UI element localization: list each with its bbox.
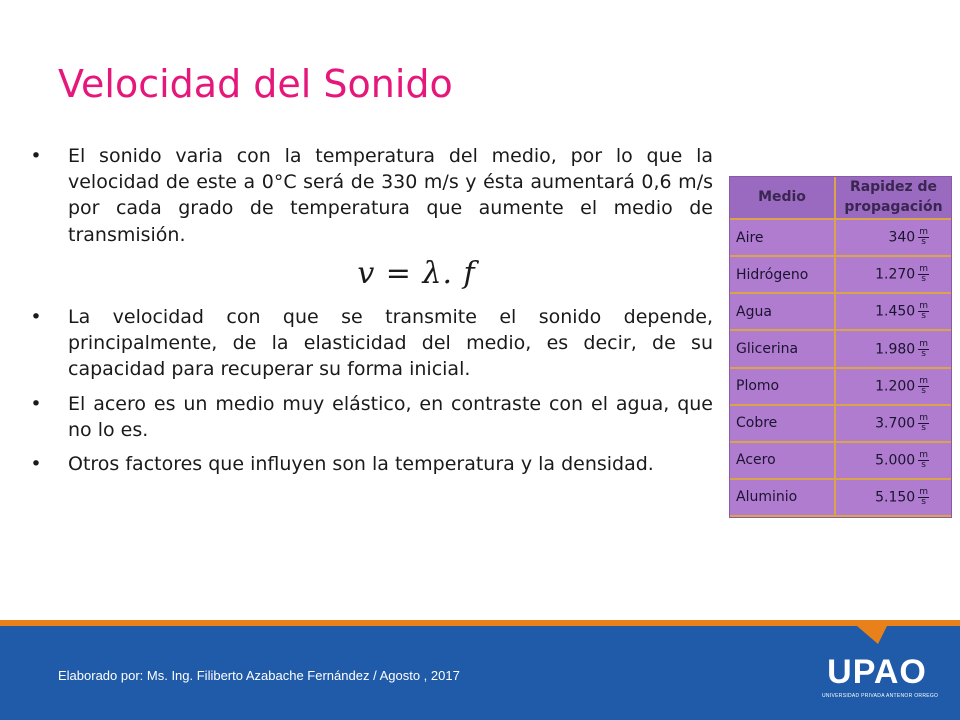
speed-table-image [729,176,952,518]
cell-medio: Cobre [730,405,835,442]
wave-speed-formula: v = λ. f [357,255,476,291]
cell-medio: Plomo [730,368,835,405]
bullet-item [30,391,713,443]
bullet-item [30,143,713,248]
bullet-text: El sonido varia con la temperatura del medio, por lo que la velocidad de este a 0°C será de 330 m/s y ésta aumentará 0,6 m/s por cada grado de temperatura que aumente el medio de transmisión. [68,145,713,246]
speed-table [730,177,951,517]
valor-text: 1.270 [875,266,916,283]
table-header-row [730,177,951,219]
cell-medio: Acero [730,442,835,479]
cell-valor [835,256,951,293]
unit-den: s [921,348,926,359]
cell-valor [835,442,951,479]
cell-valor [835,479,951,516]
unit-den: s [921,459,926,470]
unit-num: m [919,301,928,312]
accent-triangle [850,620,890,644]
unit-num: m [919,486,928,497]
unit-den: s [921,237,926,248]
logo-name: UPAO [827,653,927,691]
footer-credit: Elaborado por: Ms. Ing. Filiberto Azabache Fernández / Agosto , 2017 [58,668,460,683]
cell-medio: Glicerina [730,330,835,367]
unit-den: s [921,311,926,322]
bullet-marker: • [30,145,42,167]
unit-num: m [919,227,928,238]
unit-fraction [918,228,929,247]
table-row [730,368,951,405]
bullet-marker: • [30,305,42,328]
unit-num: m [919,449,928,460]
table-row [730,293,951,330]
table-row [730,405,951,442]
bullet-text: El acero es un medio muy elástico, en contraste con el agua, que no lo es. [68,392,713,441]
valor-text: 1.200 [875,378,916,395]
unit-fraction [918,265,929,284]
unit-den: s [921,422,926,433]
unit-num: m [919,375,928,386]
unit-fraction [918,451,929,470]
footer-accent-stripe [0,620,960,626]
header-rapidez: Rapidez de propagación [835,177,951,219]
cell-medio: Hidrógeno [730,256,835,293]
unit-fraction [918,302,929,321]
unit-fraction [918,414,929,433]
cell-valor [835,293,951,330]
valor-text: 1.450 [875,303,916,320]
bullet-list [30,143,713,485]
cell-medio: Aluminio [730,479,835,516]
unit-den: s [921,385,926,396]
unit-num: m [919,412,928,423]
table-row [730,479,951,516]
unit-num: m [919,264,928,275]
cell-valor [835,368,951,405]
table-row [730,442,951,479]
table-row [730,330,951,367]
header-medio: Medio [730,177,835,219]
upao-logo [822,653,939,705]
unit-fraction [918,340,929,359]
table-row [730,219,951,256]
bullet-marker: • [30,392,42,415]
unit-fraction [918,488,929,507]
unit-num: m [919,338,928,349]
cell-valor [835,405,951,442]
table-row [730,256,951,293]
bullet-item [30,304,713,383]
footer-accent-icon [850,620,890,644]
cell-medio: Agua [730,293,835,330]
bullet-item [30,451,713,477]
valor-text: 5.000 [875,452,916,469]
valor-text: 5.150 [875,489,916,506]
valor-text: 1.980 [875,341,916,358]
valor-text: 3.700 [875,415,916,432]
logo-subtitle: UNIVERSIDAD PRIVADA ANTENOR ORREGO [822,693,939,699]
cell-medio: Aire [730,219,835,256]
cell-valor [835,219,951,256]
valor-text: 340 [888,229,916,246]
cell-valor [835,330,951,367]
bullet-text: La velocidad con que se transmite el sonido depende, principalmente, de la elasticidad del medio, es decir, de su capacidad para recuperar su forma inicial. [68,305,713,381]
bullet-marker: • [30,452,42,475]
slide-title: Velocidad del Sonido [58,62,453,106]
unit-den: s [921,496,926,507]
bullet-text: Otros factores que influyen son la temperatura y la densidad. [68,452,654,475]
unit-den: s [921,274,926,285]
unit-fraction [918,377,929,396]
